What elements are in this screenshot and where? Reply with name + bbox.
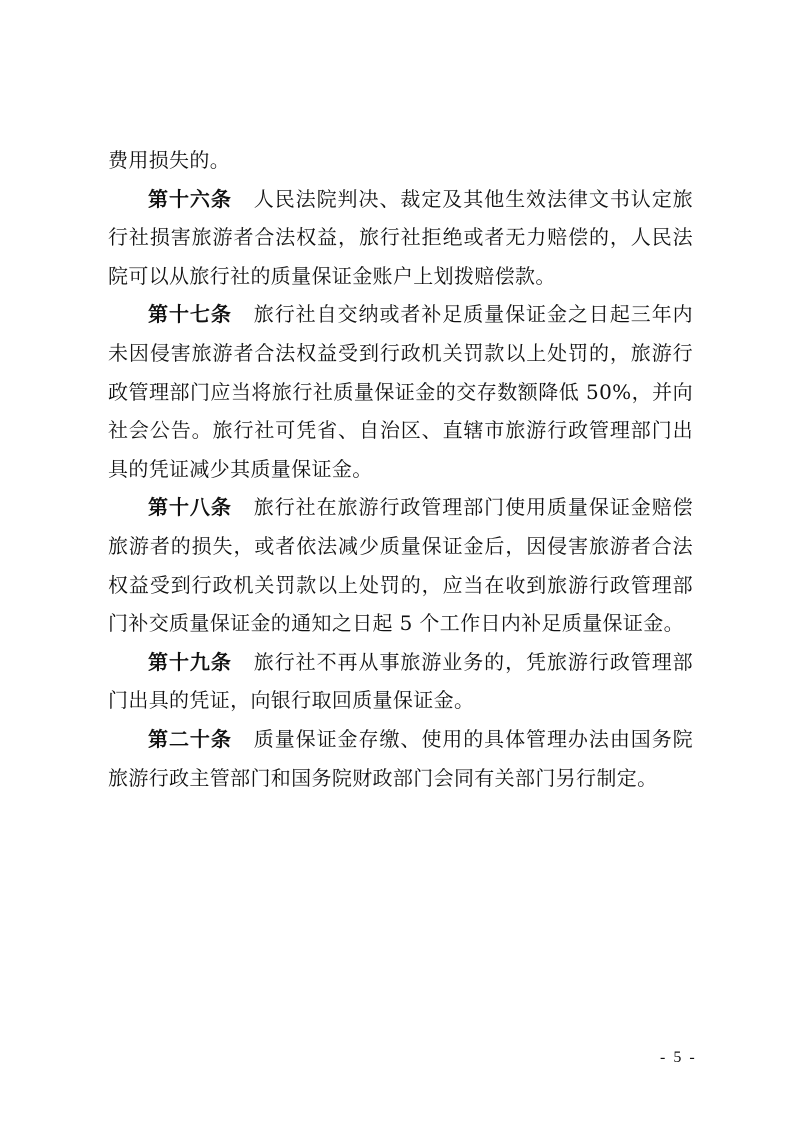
article-number: 第二十条 bbox=[148, 726, 232, 751]
page-number: - 5 - bbox=[660, 1049, 697, 1066]
article-number: 第十八条 bbox=[148, 495, 232, 520]
article-19 bbox=[108, 643, 693, 720]
article-text: 质量保证金存缴、使用的具体管理办法由国务院旅游行政主管部门和国务院财政部门会同有关部门另行制定。 bbox=[108, 726, 693, 790]
article-text: 旅行社不再从事旅游业务的，凭旅游行政管理部门出具的凭证，向银行取回质量保证金。 bbox=[108, 649, 693, 713]
lead-paragraph: 费用损失的。 bbox=[108, 148, 231, 172]
article-16 bbox=[108, 180, 693, 296]
article-text: 人民法院判决、裁定及其他生效法律文书认定旅行社损害旅游者合法权益，旅行社拒绝或者无力赔偿的，人民法院可以从旅行社的质量保证金账户上划拨赔偿款。 bbox=[108, 186, 693, 288]
article-number: 第十七条 bbox=[148, 302, 232, 327]
article-text: 旅行社在旅游行政管理部门使用质量保证金赔偿旅游者的损失，或者依法减少质量保证金后，因侵害旅游者合法权益受到行政机关罚款以上处罚的，应当在收到旅游行政管理部门补交质量保证金的通知之日起 5 个工作日内补足质量保证金。 bbox=[108, 495, 693, 636]
article-18 bbox=[108, 488, 693, 642]
article-20 bbox=[108, 720, 693, 797]
article-17 bbox=[108, 295, 693, 488]
article-number: 第十九条 bbox=[148, 649, 232, 674]
document-body bbox=[108, 141, 693, 797]
article-number: 第十六条 bbox=[148, 186, 232, 211]
article-text: 旅行社自交纳或者补足质量保证金之日起三年内未因侵害旅游者合法权益受到行政机关罚款以上处罚的，旅游行政管理部门应当将旅行社质量保证金的交存数额降低 50%，并向社会公告。旅行社可凭省、自治区、直辖市旅游行政管理部门出具的凭证减少其质量保证金。 bbox=[108, 302, 693, 481]
